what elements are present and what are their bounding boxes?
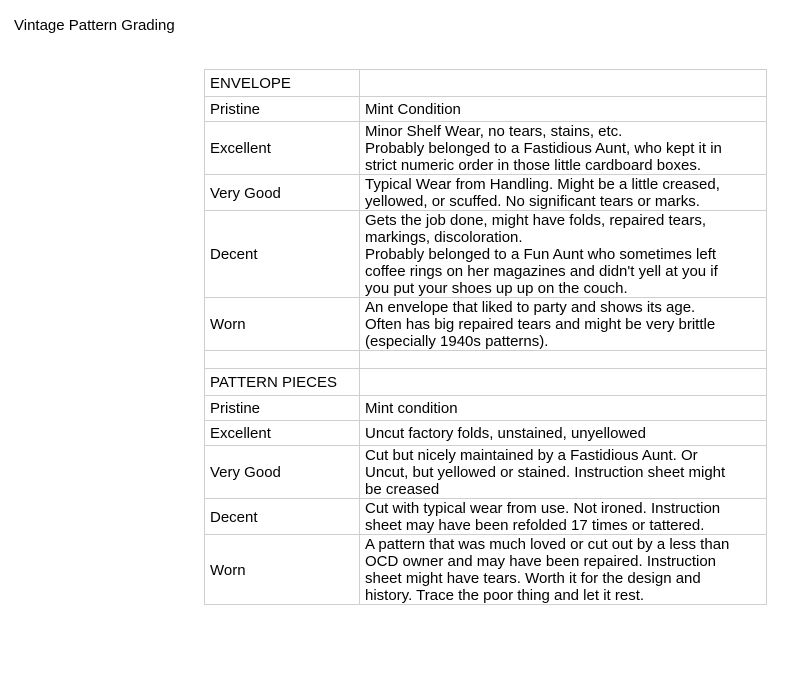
description-line: OCD owner and may have been repaired. Instruction xyxy=(365,553,717,570)
grade-row xyxy=(205,446,767,499)
description-line: coffee rings on her magazines and didn't yell at you if xyxy=(365,263,718,280)
grade-label: Worn xyxy=(205,535,360,605)
grade-description xyxy=(360,446,767,499)
grade-row xyxy=(205,211,767,298)
grade-description xyxy=(360,421,767,446)
description-line: be creased xyxy=(365,481,440,498)
spacer-cell xyxy=(360,351,767,369)
grade-row xyxy=(205,175,767,211)
description-line: An envelope that liked to party and shows its age. xyxy=(365,299,696,316)
section-heading: PATTERN PIECES xyxy=(205,369,360,396)
description-line: Often has big repaired tears and might be very brittle xyxy=(365,316,716,333)
grade-row xyxy=(205,396,767,421)
grade-row xyxy=(205,499,767,535)
grade-row xyxy=(205,97,767,122)
grade-description xyxy=(360,535,767,605)
description-line: sheet might have tears. Worth it for the design and xyxy=(365,570,701,587)
grade-label: Pristine xyxy=(205,396,360,421)
grade-label: Decent xyxy=(205,499,360,535)
description-line: Uncut factory folds, unstained, unyellowed xyxy=(365,425,646,442)
grade-description xyxy=(360,122,767,175)
grade-description xyxy=(360,175,767,211)
grade-label: Excellent xyxy=(205,421,360,446)
grade-label: Worn xyxy=(205,298,360,351)
description-line: you put your shoes up up on the couch. xyxy=(365,280,628,297)
grade-row xyxy=(205,122,767,175)
grade-label: Pristine xyxy=(205,97,360,122)
description-line: Cut but nicely maintained by a Fastidious Aunt. Or xyxy=(365,447,698,464)
description-line: Uncut, but yellowed or stained. Instruction sheet might xyxy=(365,464,726,481)
description-line: yellowed, or scuffed. No significant tears or marks. xyxy=(365,193,700,210)
description-line: Probably belonged to a Fun Aunt who sometimes left xyxy=(365,246,717,263)
description-line: strict numeric order in those little cardboard boxes. xyxy=(365,157,701,174)
description-line: markings, discoloration. xyxy=(365,229,523,246)
description-line: Mint condition xyxy=(365,400,458,417)
spacer-cell xyxy=(205,351,360,369)
grade-label: Very Good xyxy=(205,175,360,211)
description-line: history. Trace the poor thing and let it rest. xyxy=(365,587,645,604)
empty-cell xyxy=(360,369,767,396)
section-header-row xyxy=(205,70,767,97)
section-heading: ENVELOPE xyxy=(205,70,360,97)
description-line: sheet may have been refolded 17 times or tattered. xyxy=(365,517,705,534)
grade-description xyxy=(360,97,767,122)
grade-row xyxy=(205,421,767,446)
grade-label: Decent xyxy=(205,211,360,298)
description-line: Typical Wear from Handling. Might be a little creased, xyxy=(365,176,720,193)
grade-description xyxy=(360,396,767,421)
section-header-row xyxy=(205,369,767,396)
grade-row xyxy=(205,298,767,351)
grade-label: Excellent xyxy=(205,122,360,175)
grade-description xyxy=(360,211,767,298)
grading-table-body xyxy=(205,70,767,605)
document-title: Vintage Pattern Grading xyxy=(14,17,175,34)
empty-cell xyxy=(360,70,767,97)
description-line: (especially 1940s patterns). xyxy=(365,333,549,350)
grading-table xyxy=(204,69,767,605)
description-line: Probably belonged to a Fastidious Aunt, who kept it in xyxy=(365,140,722,157)
grade-description xyxy=(360,298,767,351)
description-line: Mint Condition xyxy=(365,101,461,118)
description-line: A pattern that was much loved or cut out by a less than xyxy=(365,536,730,553)
description-line: Cut with typical wear from use. Not ironed. Instruction xyxy=(365,500,721,517)
grade-label: Very Good xyxy=(205,446,360,499)
spacer-row xyxy=(205,351,767,369)
grade-row xyxy=(205,535,767,605)
description-line: Minor Shelf Wear, no tears, stains, etc. xyxy=(365,123,623,140)
description-line: Gets the job done, might have folds, repaired tears, xyxy=(365,212,707,229)
grade-description xyxy=(360,499,767,535)
